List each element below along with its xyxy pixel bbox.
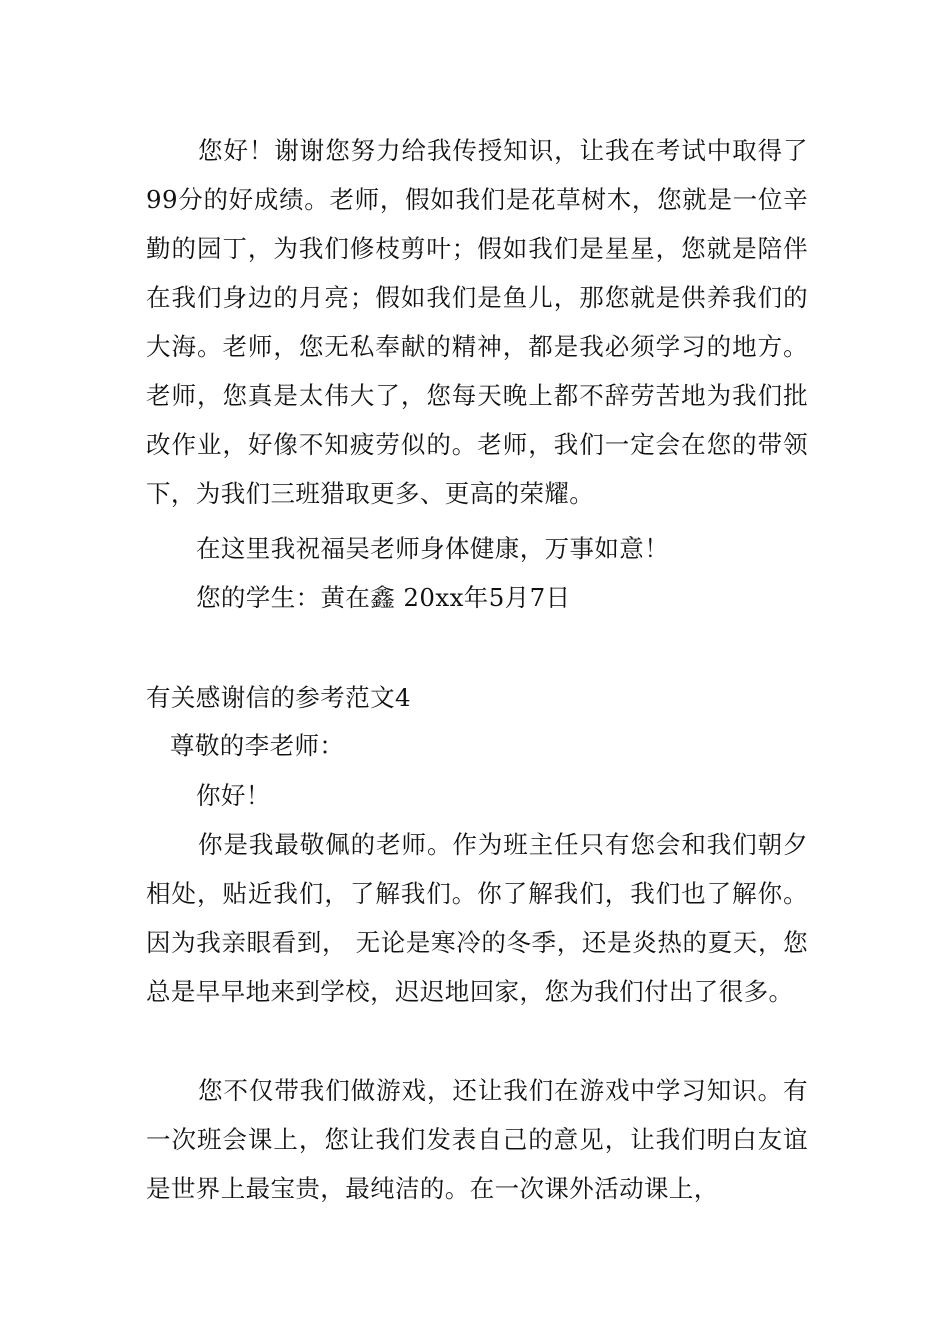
letter-greeting: 你好！ bbox=[196, 781, 271, 810]
signature-line: 您的学生：黄在鑫 20xx年5月7日 bbox=[196, 583, 571, 612]
letter-body-paragraph-2: 您不仅带我们做游戏，还让我们在游戏中学习知识。有一次班会课上，您让我们发表自己的意见，让我们明白友谊是世界上最宝贵，最纯洁的。在一次课外活动课上， bbox=[146, 1076, 808, 1203]
letter-body-paragraph-1: 你是我最敬佩的老师。作为班主任只有您会和我们朝夕相处，贴近我们，了解我们。你了解我们，我们也了解你。因为我亲眼看到， 无论是寒冷的冬季，还是炎热的夏天，您总是早早地来到学校，迟迟地回家，您为我们付出了很多。 bbox=[146, 830, 808, 1006]
letter-body-paragraph: 您好！谢谢您努力给我传授知识，让我在考试中取得了99分的好成绩。老师，假如我们是花草树木，您就是一位辛勤的园丁，为我们修枝剪叶；假如我们是星星，您就是陪伴在我们身边的月亮；假如我们是鱼儿，那您就是供养我们的大海。老师，您无私奉献的精神，都是我必须学习的地方。老师，您真是太伟大了，您每天晚上都不辞劳苦地为我们批改作业，好像不知疲劳似的。老师，我们一定会在您的带领下，为我们三班猎取更多、更高的荣耀。 bbox=[146, 136, 808, 508]
letter-salutation: 尊敬的李老师： bbox=[170, 731, 345, 760]
closing-wish: 在这里我祝福吴老师身体健康，万事如意！ bbox=[196, 534, 670, 563]
section-heading: 有关感谢信的参考范文4 bbox=[146, 683, 411, 712]
